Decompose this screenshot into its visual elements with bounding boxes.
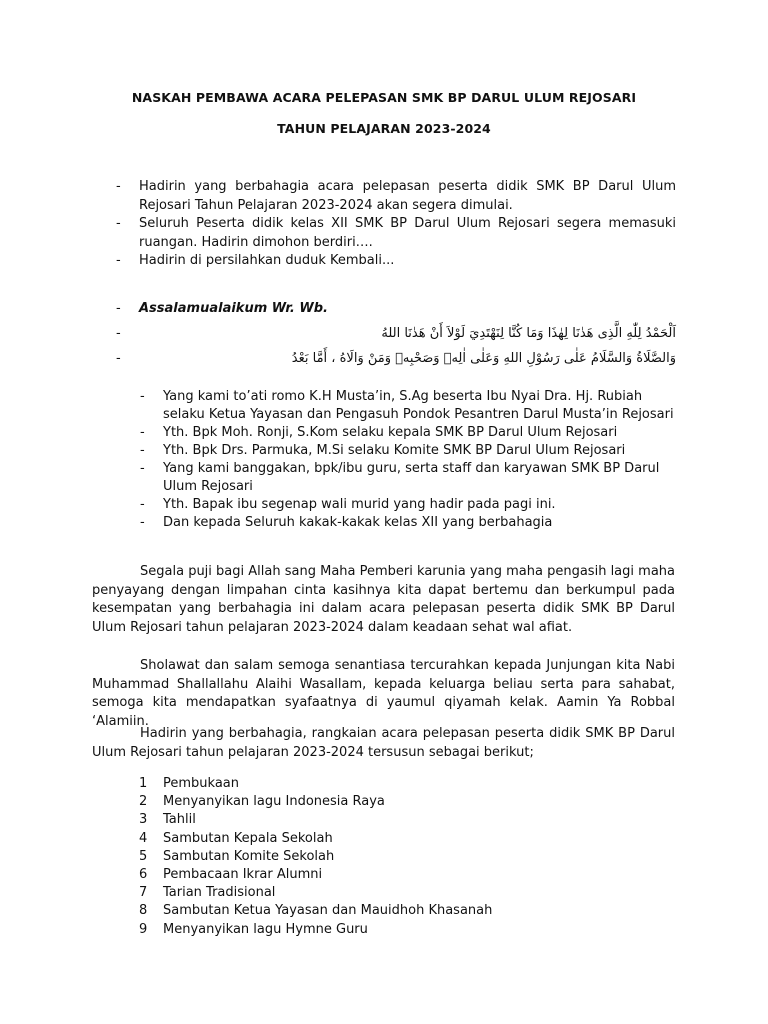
arabic-line: اَلْحَمْدُ لِلّٰهِ الَّذِى هَدٰنَا لِهٰذَا وَمَا كُنَّا لِنَهْتَدِيَ لَوْلاَ أَنْ هَدٰنَا اللهُ [381, 325, 676, 341]
list-item [0, 388, 768, 424]
agenda-list [0, 775, 768, 939]
bullet-dash: - [140, 515, 145, 530]
agenda-number: 1 [139, 776, 148, 791]
opening-list [0, 178, 768, 271]
agenda-text: Sambutan Ketua Yayasan dan Mauidhoh Khasanah [163, 903, 493, 919]
list-item [0, 496, 768, 514]
list-item [0, 178, 768, 215]
agenda-item [0, 848, 768, 866]
agenda-text: Tarian Tradisional [163, 885, 276, 901]
list-item-text: Hadirin yang berbahagia acara pelepasan peserta didik SMK BP Darul Ulum Rejosari Tahun Pelajaran 2023-2024 akan segera dimulai. [139, 179, 676, 213]
list-item-text: Yang kami banggakan, bpk/ibu guru, serta staff dan karyawan SMK BP Darul Ulum Rejosari [163, 461, 660, 494]
agenda-item [0, 866, 768, 884]
list-item [0, 514, 768, 532]
list-item-text: Yth. Bpk Moh. Ronji, S.Kom selaku kepala SMK BP Darul Ulum Rejosari [163, 425, 618, 440]
agenda-number: 9 [139, 921, 148, 937]
bullet-dash: - [116, 350, 121, 366]
bullet-dash: - [140, 461, 145, 476]
agenda-number: 3 [139, 812, 148, 828]
bullet-dash: - [116, 325, 121, 341]
agenda-text: Sambutan Komite Sekolah [163, 848, 335, 864]
list-item-text: Hadirin di persilahkan duduk Kembali... [139, 253, 395, 268]
agenda-number: 6 [139, 867, 148, 883]
greeting-list [0, 300, 768, 371]
paragraph-praise: Segala puji bagi Allah sang Maha Pemberi karunia yang maha pengasih lagi maha penyayang dengan limpahan cinta kasihnya kita dapat bertemu dan berkumpul pada kesempatan yang berbahagia ini dalam acara pelepasan peserta didik SMK BP Darul Ulum Rejosari tahun pelajaran 2023-2024 dalam keadaan sehat wal afiat. [92, 564, 675, 635]
list-item [0, 215, 768, 252]
list-item [0, 460, 768, 496]
agenda-text: Sambutan Kepala Sekolah [163, 830, 333, 846]
agenda-item [0, 921, 768, 939]
bullet-dash: - [140, 443, 145, 458]
list-item-text: Dan kepada Seluruh kakak-kakak kelas XII yang berbahagia [163, 515, 553, 530]
agenda-item [0, 775, 768, 793]
bullet-dash: - [116, 179, 121, 194]
bullet-dash: - [140, 389, 145, 404]
agenda-text: Menyanyikan lagu Indonesia Raya [163, 794, 385, 810]
list-item [0, 252, 768, 271]
list-item-text: Yth. Bapak ibu segenap wali murid yang hadir pada pagi ini. [163, 497, 556, 512]
salam-text: Assalamualaikum Wr. Wb. [139, 301, 328, 316]
agenda-item [0, 811, 768, 829]
agenda-text: Menyanyikan lagu Hymne Guru [163, 921, 368, 937]
agenda-number: 2 [139, 794, 148, 810]
bullet-dash: - [116, 253, 121, 268]
agenda-text: Tahlil [163, 812, 196, 828]
agenda-number: 8 [139, 903, 148, 919]
bullet-dash: - [140, 425, 145, 440]
agenda-number: 4 [139, 830, 148, 846]
agenda-text: Pembacaan Ikrar Alumni [163, 867, 323, 883]
paragraph-agenda-intro: Hadirin yang berbahagia, rangkaian acara pelepasan peserta didik SMK BP Darul Ulum Rejosari tahun pelajaran 2023-2024 tersusun sebagai berikut; [92, 726, 675, 760]
arabic-line: وَالصَّلَاةُ وَالسَّلَامُ عَلٰى رَسُوْلِ اللهِ وَعَلٰى اٰلِهٖ وَصَحْبِهٖ وَمَنْ وَالَاهُ ، أَمَّا بَعْدُ [291, 350, 676, 366]
agenda-number: 7 [139, 885, 148, 901]
agenda-item [0, 793, 768, 811]
agenda-item [0, 902, 768, 920]
document-subtitle: TAHUN PELAJARAN 2023-2024 [277, 121, 491, 136]
document-title: NASKAH PEMBAWA ACARA PELEPASAN SMK BP DARUL ULUM REJOSARI [131, 90, 637, 105]
bullet-dash: - [116, 216, 121, 231]
paragraph-sholawat: Sholawat dan salam semoga senantiasa tercurahkan kepada Junjungan kita Nabi Muhammad Shallallahu Alaihi Wasallam, kepada keluarga beliau serta para sahabat, semoga kita mendapatkan syafaatnya di yaumul qiyamah kelak. Aamin Ya Robbal ‘Alamiin. [92, 658, 675, 729]
list-item-text: Seluruh Peserta didik kelas XII SMK BP Darul Ulum Rejosari segera memasuki ruangan. Hadirin dimohon berdiri…. [139, 216, 676, 250]
agenda-item [0, 830, 768, 848]
agenda-text: Pembukaan [163, 776, 240, 791]
bullet-dash: - [116, 301, 121, 316]
list-item [0, 424, 768, 442]
list-item-text: Yth. Bpk Drs. Parmuka, M.Si selaku Komite SMK BP Darul Ulum Rejosari [163, 443, 626, 458]
salutation-list [0, 388, 768, 532]
list-item [0, 346, 768, 371]
bullet-dash: - [140, 497, 145, 512]
list-item-text: Yang kami to’ati romo K.H Musta’in, S.Ag beserta Ibu Nyai Dra. Hj. Rubiah selaku Ketua Yayasan dan Pengasuh Pondok Pesantren Darul Musta’in Rejosari [163, 389, 674, 422]
agenda-item [0, 884, 768, 902]
agenda-number: 5 [139, 848, 148, 864]
list-item [0, 442, 768, 460]
list-item [0, 300, 768, 319]
list-item [0, 321, 768, 346]
